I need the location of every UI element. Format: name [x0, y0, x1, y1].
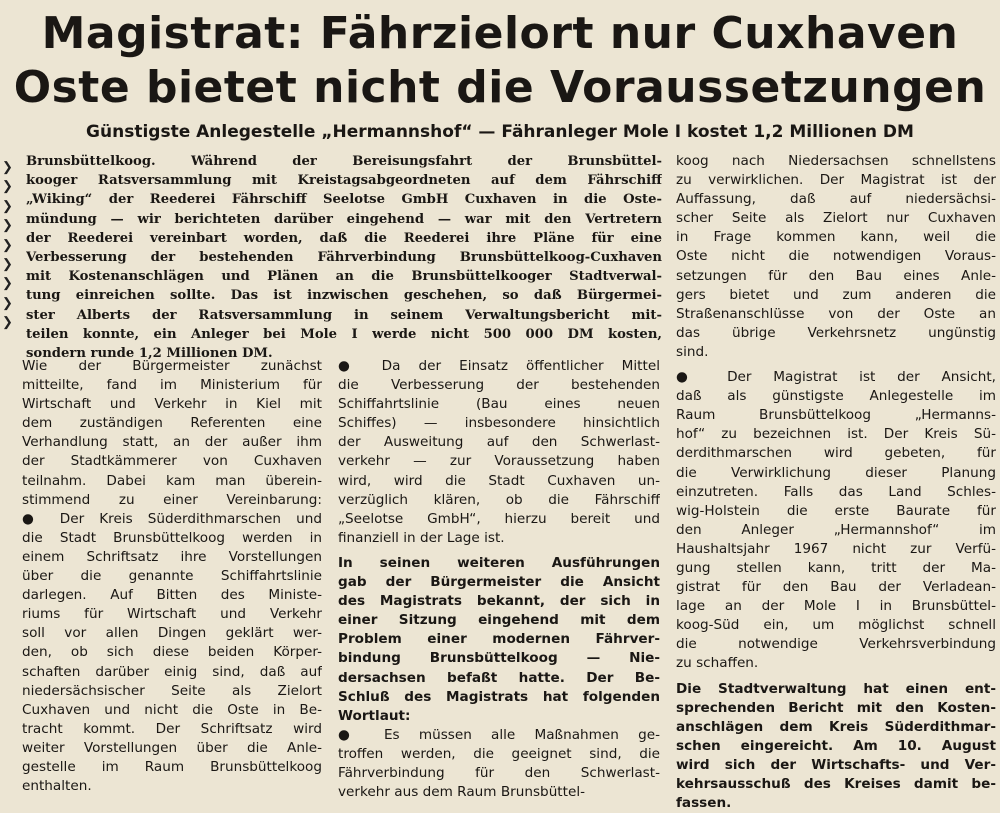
lead-line: „Wiking“ der Reederei Fährschiff Seelotse GmbH Cuxhaven in die Oste-	[26, 192, 662, 208]
column-2-bold-line: des Magistrats bekannt, der sich in	[338, 593, 660, 610]
column-2-line: der Ausweitung auf den Schwerlast-	[338, 434, 660, 451]
column-1-line: Cuxhaven und nicht die Oste in Be-	[22, 701, 322, 718]
lead-line: ster Alberts der Ratsversammlung in seinem Verwaltungsbericht mit-	[26, 307, 662, 323]
column-1-line: ● Der Kreis Süderdithmarschen und	[22, 510, 322, 527]
column-3-line: lage an der Mole I in Brunsbüttel-	[676, 598, 996, 615]
column-1-line: soll vor allen Dingen geklärt wer-	[22, 625, 322, 642]
column-1-line: einem Schriftsatz ihre Vorstellungen	[22, 548, 322, 565]
column-3-line: das übrige Verkehrsnetz ungünstig	[676, 324, 996, 341]
headline-line-1: Magistrat: Fährzielort nur Cuxhaven	[41, 8, 959, 59]
column-3-line: zu verwirklichen. Der Magistrat ist der	[676, 172, 996, 189]
column-1-line: Verhandlung statt, an der außer ihm	[22, 434, 322, 451]
margin-mark-icon: ❯	[2, 295, 13, 311]
column-2-line: ● Da der Einsatz öffentlicher Mittel	[338, 358, 660, 374]
column-2-line: wird, wird die Stadt Cuxhaven un-	[338, 472, 660, 489]
column-1-line: die Stadt Brunsbüttelkoog werden in	[22, 529, 322, 546]
column-1-line: enthalten.	[22, 778, 92, 795]
column-3-bold-line: anschlägen dem Kreis Süderdithmar-	[676, 718, 996, 735]
column-3-line: derdithmarschen wird gebeten, für	[676, 445, 996, 462]
column-2-bold-line: In seinen weiteren Ausführungen	[338, 554, 660, 571]
margin-mark-icon: ❯	[2, 179, 13, 195]
column-3-line: in Frage kommen kann, weil die	[676, 229, 996, 246]
column-2-line: Schiffes) — insbesondere hinsichtlich	[338, 415, 660, 432]
margin-mark-icon: ❯	[2, 198, 13, 214]
lead-margin-marks	[2, 158, 12, 333]
column-3-bold-line: fassen.	[676, 795, 732, 812]
column-1-line: schaften darüber einig sind, daß auf	[22, 663, 322, 680]
column-1-line: stimmend zu einer Vereinbarung:	[22, 491, 322, 508]
column-1-line: gestelle im Raum Brunsbüttelkoog	[22, 758, 322, 775]
lead-line: teilen konnte, ein Anleger bei Mole I werde nicht 500 000 DM kosten,	[26, 326, 662, 342]
margin-mark-icon: ❯	[2, 257, 13, 273]
column-2-bold-line: Problem einer modernen Fährver-	[338, 631, 660, 648]
headline-line-2: Oste bietet nicht die Voraussetzungen	[13, 62, 987, 113]
column-2-bold-line: gab der Bürgermeister die Ansicht	[338, 574, 660, 591]
column-3-line: sind.	[676, 343, 709, 360]
column-2-bold-line: Schluß des Magistrats hat folgenden	[338, 688, 660, 705]
column-3-bold-line: Die Stadtverwaltung hat einen ent-	[676, 680, 996, 697]
column-1-line: tracht kommt. Der Schriftsatz wird	[22, 720, 322, 737]
column-3-line: Straßenanschlüsse von der Oste an	[676, 305, 996, 322]
column-1-line: Wirtschaft und Verkehr in Kiel mit	[22, 396, 322, 413]
lead-line: mündung — wir berichteten darüber eingehend — war mit den Vertretern	[26, 211, 662, 227]
column-1-line: Wie der Bürgermeister zunächst	[22, 358, 322, 374]
margin-mark-icon: ❯	[2, 218, 13, 234]
column-3-line: zu schaffen.	[676, 655, 759, 672]
margin-mark-icon: ❯	[2, 237, 13, 253]
column-3-line: Auffassung, daß auf niedersächsi-	[676, 191, 996, 208]
column-1-line: der Stadtkämmerer von Cuxhaven	[22, 453, 322, 470]
column-2-line: verzüglich klären, ob die Fährschiff	[338, 491, 660, 508]
column-3-line: wig-Holstein die erste Baurate für	[676, 502, 996, 519]
column-2-line: verkehr aus dem Raum Brunsbüttel-	[338, 784, 586, 801]
column-3-line: scher Seite als Zielort nur Cuxhaven	[676, 210, 996, 227]
lead-line: sondern runde 1,2 Millionen DM.	[26, 346, 273, 362]
column-1-line: weiter Vorstellungen über die Anle-	[22, 739, 322, 756]
column-2-line: ● Es müssen alle Maßnahmen ge-	[338, 726, 660, 743]
margin-mark-icon: ❯	[2, 315, 13, 331]
column-3-bold-line: sprechenden Bericht mit den Kosten-	[676, 699, 996, 716]
article-column-3	[676, 152, 996, 813]
column-3-line: die notwendige Verkehrsverbindung	[676, 636, 996, 653]
lead-line: Brunsbüttelkoog. Während der Bereisungsfahrt der Brunsbüttel-	[26, 154, 662, 169]
lead-line: kooger Ratsversammlung mit Kreistagsabgeordneten auf dem Fährschiff	[26, 173, 662, 189]
column-3-line: einzutreten. Falls das Land Schles-	[676, 483, 996, 500]
column-3-line: hof“ zu bezeichnen ist. Der Kreis Sü-	[676, 426, 996, 443]
column-3-line: Raum Brunsbüttelkoog „Hermanns-	[676, 407, 996, 424]
column-1-line: über die genannte Schiffahrtslinie	[22, 568, 322, 585]
column-3-line: koog nach Niedersachsen schnellstens	[676, 153, 996, 169]
column-1-line: mitteilte, fand im Ministerium für	[22, 377, 322, 394]
column-2-bold-line: bindung Brunsbüttelkoog — Nie-	[338, 650, 660, 667]
column-1-line: niedersächsischer Seite als Zielort	[22, 682, 322, 699]
column-1-line: riums für Wirtschaft und Verkehr	[22, 606, 322, 623]
subheadline: Günstigste Anlegestelle „Hermannshof“ — Fähranleger Mole I kostet 1,2 Millionen DM	[86, 122, 914, 142]
column-3-line: ● Der Magistrat ist der Ansicht,	[676, 369, 996, 386]
column-3-bold-line: kehrsausschuß des Kreises damit be-	[676, 776, 996, 792]
column-1-line: den, ob sich diese beiden Körper-	[22, 644, 322, 661]
column-3-line: Haushaltsjahr 1967 nicht zur Verfü-	[676, 540, 996, 557]
column-3-line: die Verwirklichung dieser Planung	[676, 464, 996, 481]
column-2-bold-line: Wortlaut:	[338, 707, 411, 724]
lead-line: Verbesserung der bestehenden Fährverbindung Brunsbüttelkoog-Cuxhaven	[26, 250, 662, 266]
column-2-line: die Verbesserung der bestehenden	[338, 377, 660, 394]
column-3-line: den Anleger „Hermannshof“ im	[676, 521, 996, 538]
column-2-bold-line: dersachsen befaßt hatte. Der Be-	[338, 669, 660, 686]
column-2-line: Schiffahrtslinie (Bau eines neuen	[338, 396, 660, 413]
column-1-line: darlegen. Auf Bitten des Ministe-	[22, 587, 322, 604]
column-3-line: daß als günstigste Anlegestelle im	[676, 388, 996, 405]
column-2-line: troffen werden, die geeignet sind, die	[338, 745, 660, 762]
column-1-line: teilnahm. Dabei kam man überein-	[22, 472, 322, 489]
column-3-line: setzungen für den Bau eines Anle-	[676, 267, 996, 284]
column-2-line: Fährverbindung für den Schwerlast-	[338, 764, 660, 781]
lead-line: der Reederei vereinbart worden, daß die Reederei ihre Pläne für eine	[26, 230, 662, 246]
column-3-bold-line: schen eingereicht. Am 10. August	[676, 737, 996, 754]
column-3-line: Oste nicht die notwendigen Voraus-	[676, 248, 996, 265]
article-column-1	[22, 357, 322, 796]
column-1-line: dem zuständigen Referenten eine	[22, 415, 322, 432]
column-3-line: gistrat für den Bau der Verladean-	[676, 579, 996, 596]
article-column-2	[338, 357, 660, 802]
lead-line: mit Kostenanschlägen und Plänen an die Brunsbüttelkooger Stadtverwal-	[26, 269, 662, 285]
column-3-line: gers bietet und zum anderen die	[676, 286, 996, 303]
margin-mark-icon: ❯	[2, 276, 13, 292]
column-3-line: gung stellen kann, tritt der Ma-	[676, 559, 996, 576]
margin-mark-icon: ❯	[2, 160, 13, 175]
column-2-bold-line: einer Sitzung eingehend mit dem	[338, 612, 660, 629]
lead-line: tung einreichen sollte. Das ist inzwischen geschehen, so daß Bürgermei-	[26, 288, 662, 304]
lead-paragraph	[26, 152, 662, 363]
column-2-line: „Seelotse GmbH“, hierzu bereit und	[338, 510, 660, 527]
column-3-bold-line: wird sich der Wirtschafts- und Ver-	[676, 756, 996, 773]
column-3-line: koog-Süd ein, um möglichst schnell	[676, 617, 996, 634]
column-2-line: finanziell in der Lage ist.	[338, 529, 505, 546]
column-2-line: verkehr — zur Voraussetzung haben	[338, 453, 660, 470]
